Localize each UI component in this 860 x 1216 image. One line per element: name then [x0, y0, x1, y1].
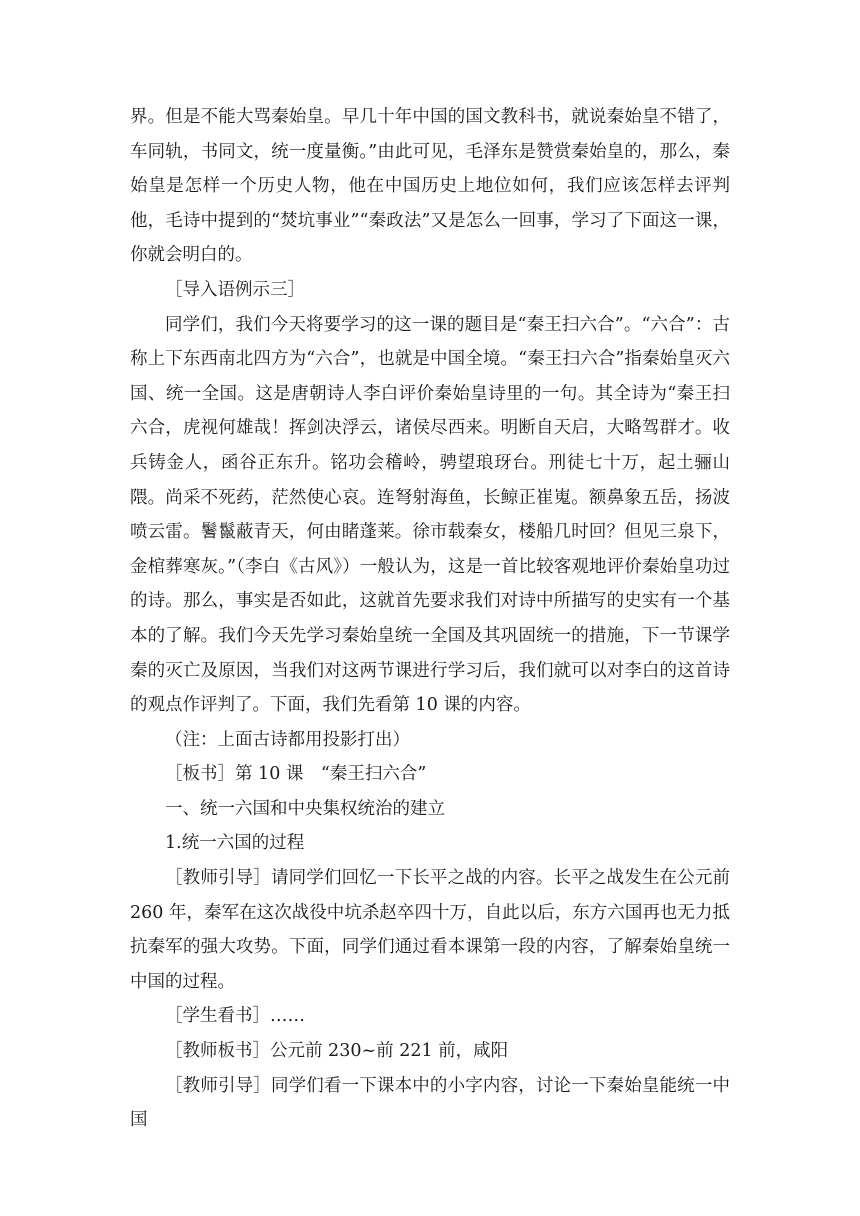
paragraph-continuation: 界。但是不能大骂秦始皇。早几十年中国的国文教科书，就说秦始皇不错了，车同轨，书同文，统一度量衡。”由此可见，毛泽东是赞赏秦始皇的，那么，秦始皇是怎样一个历史人物，他在中国历史上地位如何，我们应该怎样去评判他，毛诗中提到的“焚坑事业”“秦政法”又是怎么一回事，学习了下面这一课，你就会明白的。: [130, 107, 730, 266]
paragraph-teacher-board: ［教师板书］公元前 230~前 221 前，咸阳: [165, 1041, 509, 1062]
paragraph-intro-text: 同学们，我们今天将要学习的这一课的题目是“秦王扫六合”。“六合”：古称上下东西南北四方为“六合”，也就是中国全境。“秦王扫六合”指秦始皇灭六国、统一全国。这是唐朝诗人李白评价秦始皇诗里的一句。其全诗为“秦王扫六合，虎视何雄哉！挥剑决浮云，诸侯尽西来。明断自天启，大略驾群才。收兵铸金人，函谷正东升。铭功会稽岭，骋望琅玡台。刑徒七十万，起土骊山隈。尚采不死药，茫然使心哀。连弩射海鱼，长鲸正崔嵬。额鼻象五岳，扬波喷云雷。鬐鬣蔽青天，何由睹蓬莱。徐市载秦女，楼船几时回？但见三泉下，金棺葬寒灰。”（李白《古风》）一般认为，这是一首比较客观地评价秦始皇功过的诗。那么，事实是否如此，这就首先要求我们对诗中所描写的史实有一个基本的了解。我们今天先学习秦始皇统一全国及其巩固统一的措施，下一节课学秦的灭亡及原因，当我们对这两节课进行学习后，我们就可以对李白的这首诗的观点作评判了。下面，我们先看第 10 课的内容。: [130, 314, 730, 716]
note-projection: （注：上面古诗都用投影打出）: [165, 729, 410, 750]
subsection-heading-one: 1.统一六国的过程: [165, 833, 305, 854]
paragraph-student-reading: ［学生看书］……: [165, 1006, 305, 1027]
section-heading-one: 一、统一六国和中央集权统治的建立: [165, 798, 445, 819]
document-body: [130, 100, 730, 1138]
heading-intro-example-three: ［导入语例示三］: [165, 279, 305, 300]
paragraph-teacher-guide-one: ［教师引导］请同学们回忆一下长平之战的内容。长平之战发生在公元前 260 年，秦军在这次战役中坑杀赵卒四十万，自此以后，东方六国再也无力抵抗秦军的强大攻势。下面，同学们通过看本课第一段的内容，了解秦始皇统一中国的过程。: [130, 868, 730, 992]
board-lesson-title: ［板书］第 10 课 “秦王扫六合”: [165, 764, 427, 785]
paragraph-teacher-guide-two: ［教师引导］同学们看一下课本中的小字内容，讨论一下秦始皇能统一中国: [130, 1075, 730, 1131]
